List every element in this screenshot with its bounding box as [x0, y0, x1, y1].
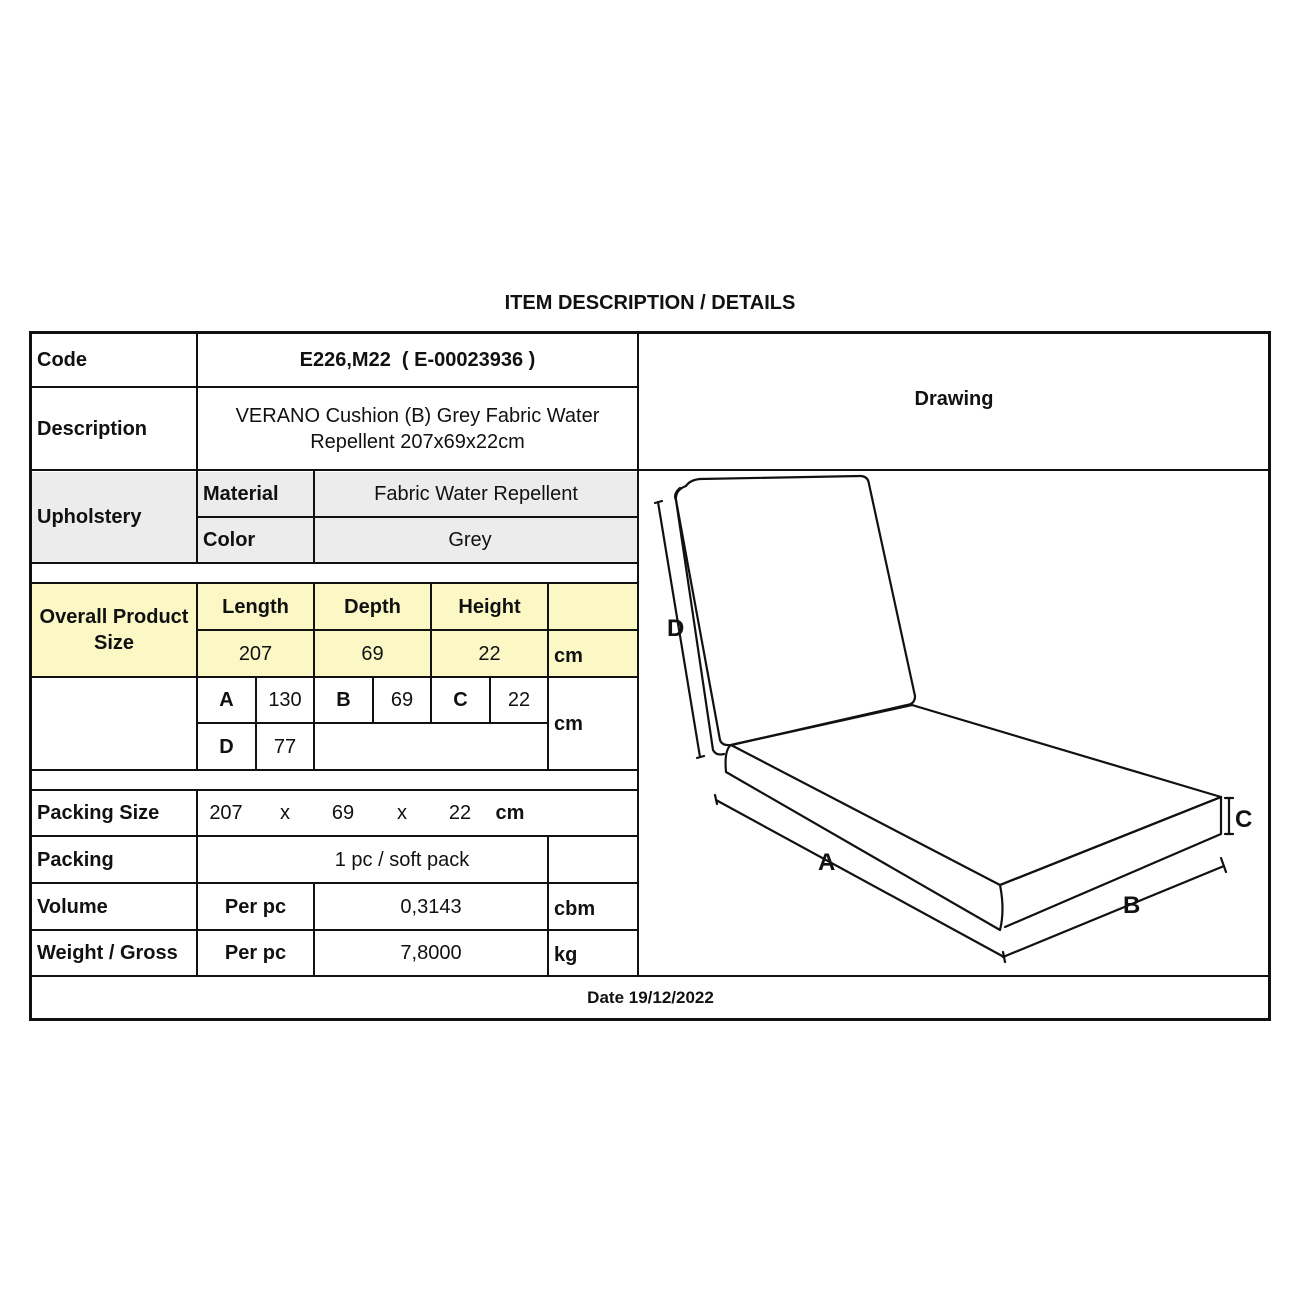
dim-d-label: D — [219, 735, 234, 758]
backrest-outline — [676, 476, 915, 745]
dim-line-a — [715, 795, 1005, 962]
dim-c-label: C — [453, 689, 468, 711]
dim-line-c — [1225, 798, 1233, 834]
packing-size-label: Packing Size — [37, 802, 160, 824]
dim-d-value: 77 — [273, 735, 297, 758]
color-value: Grey — [448, 529, 492, 551]
height-header: Height — [458, 595, 521, 618]
description-line-1: VERANO Cushion (B) Grey Fabric Water — [235, 404, 600, 427]
volume-value: 0,3143 — [400, 895, 462, 918]
packing-size-x-2: x — [397, 802, 407, 824]
packing-size-length: 207 — [209, 802, 243, 824]
length-header: Length — [222, 595, 289, 618]
drawing-label-c: C — [1235, 806, 1253, 833]
material-value: Fabric Water Repellent — [374, 482, 578, 505]
date: Date 19/12/2022 — [587, 987, 714, 1007]
dim-a-label: A — [219, 689, 234, 711]
drawing-label-b: B — [1123, 892, 1141, 919]
page-title: ITEM DESCRIPTION / DETAILS — [504, 292, 796, 314]
weight-value: 7,8000 — [400, 942, 462, 964]
packing-size-width: 69 — [331, 802, 355, 824]
dim-c-value: 22 — [507, 689, 531, 711]
weight-label: Weight / Gross — [37, 942, 178, 964]
weight-unit: kg — [554, 944, 578, 966]
overall-size-unit: cm — [554, 644, 583, 667]
packing-size-height: 22 — [448, 802, 472, 824]
drawing-header: Drawing — [914, 387, 994, 410]
code-label: Code — [37, 349, 87, 371]
dim-b-value: 69 — [390, 689, 414, 711]
seat-front — [726, 745, 1003, 930]
overall-size-label-line-2: Size — [93, 632, 135, 654]
upholstery-label: Upholstery — [37, 505, 142, 528]
overall-size-label-line-1: Overall Product — [39, 606, 189, 628]
color-label: Color — [203, 529, 256, 551]
dim-a-value: 130 — [268, 689, 302, 711]
packing-size-unit: cm — [495, 802, 525, 824]
depth-value: 69 — [361, 642, 384, 665]
drawing-label-d: D — [667, 615, 685, 642]
cushion-drawing — [639, 470, 1269, 976]
volume-per: Per pc — [224, 895, 287, 918]
height-value: 22 — [478, 642, 501, 665]
code-value: E226,M22 ( E-00023936 ) — [299, 349, 536, 371]
material-label: Material — [203, 482, 279, 505]
packing-label: Packing — [37, 848, 114, 871]
length-value: 207 — [238, 642, 273, 665]
depth-header: Depth — [344, 595, 401, 618]
description-label: Description — [37, 417, 148, 440]
volume-unit: cbm — [554, 897, 596, 920]
volume-label: Volume — [37, 895, 108, 918]
seat-top — [731, 705, 1221, 885]
drawing-label-a: A — [818, 849, 836, 876]
weight-per: Per pc — [224, 942, 287, 964]
dim-b-label: B — [336, 689, 351, 711]
description-line-2: Repellent 207x69x22cm — [310, 430, 525, 453]
description-value — [198, 388, 637, 469]
packing-value: 1 pc / soft pack — [334, 848, 470, 871]
seat-right — [1000, 797, 1221, 927]
overall-size-label — [32, 584, 196, 676]
dim-line-b — [1003, 858, 1226, 957]
dimensions-unit: cm — [554, 712, 583, 735]
packing-size-x-1: x — [280, 802, 290, 824]
